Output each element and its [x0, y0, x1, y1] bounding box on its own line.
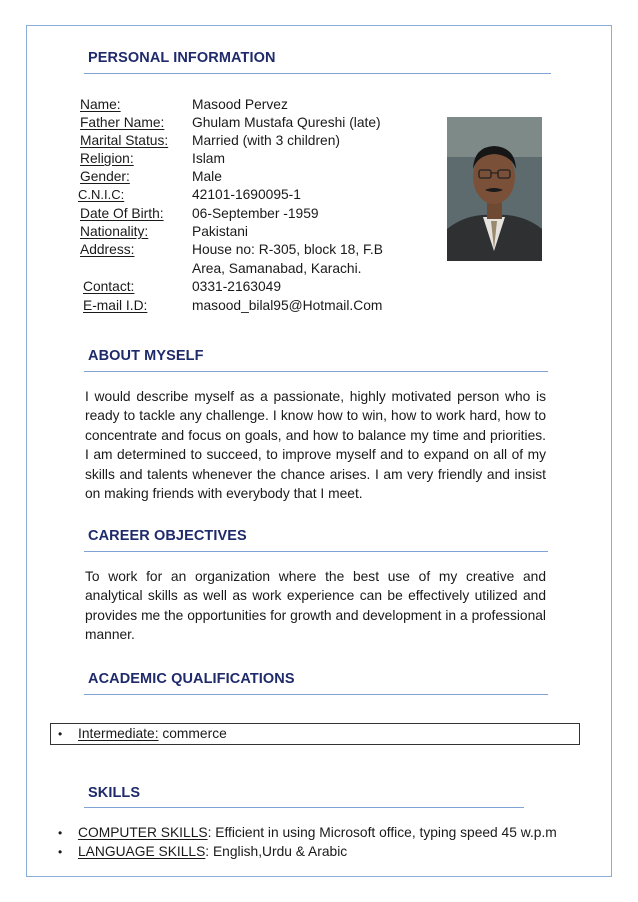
field-value: House no: R-305, block 18, F.B: [192, 242, 383, 257]
field-value: Male: [192, 169, 222, 184]
field-value: Area, Samanabad, Karachi.: [192, 261, 362, 276]
portrait-illustration: [447, 117, 542, 261]
academic-item-text: [78, 725, 227, 743]
field-value: Ghulam Mustafa Qureshi (late): [192, 115, 381, 130]
field-label: Date Of Birth:: [80, 206, 164, 221]
field-value: 42101-1690095-1: [192, 187, 301, 202]
field-label: Contact:: [83, 279, 135, 294]
field-label: Name:: [80, 97, 121, 112]
academic-heading: ACADEMIC QUALIFICATIONS: [88, 671, 295, 687]
skills-item-value: : Efficient in using Microsoft office, typing speed 45 w.p.m: [207, 825, 557, 840]
field-label: Marital Status:: [80, 133, 169, 148]
academic-item-value: commerce: [158, 726, 227, 741]
field-label: E-mail I.D:: [83, 298, 148, 313]
skills-rule: [84, 807, 524, 808]
career-rule: [84, 551, 548, 552]
academic-rule: [84, 694, 548, 695]
bullet-icon: •: [58, 826, 63, 840]
about-heading: ABOUT MYSELF: [88, 348, 204, 364]
field-label: Religion:: [80, 151, 134, 166]
skills-item-label: COMPUTER SKILLS: [78, 825, 208, 840]
field-value: 06-September -1959: [192, 206, 319, 221]
skills-item-label: LANGUAGE SKILLS: [78, 844, 206, 859]
field-label: C.N.I.C:: [78, 187, 125, 202]
field-value: Pakistani: [192, 224, 248, 239]
skills-item-value: : English,Urdu & Arabic: [205, 844, 348, 859]
field-label: Gender:: [80, 169, 130, 184]
field-label: Nationality:: [80, 224, 149, 239]
field-value: 0331-2163049: [192, 279, 281, 294]
personal-info-heading: PERSONAL INFORMATION: [88, 50, 276, 66]
field-label: Address:: [80, 242, 135, 257]
field-value: Masood Pervez: [192, 97, 288, 112]
field-label: Father Name:: [80, 115, 165, 130]
about-paragraph: I would describe myself as a passionate, highly motivated person who is ready to tackle any challenge. I know how to win, how to work hard, how to concentrate and focus on goals, and how to balance my time and priorities. I am determined to succeed, to improve myself and to expand on all of my skills and talents whenever the chance arises. I am very friendly and insist on making friends with everybody that I meet.: [85, 389, 546, 502]
field-value: Married (with 3 children): [192, 133, 340, 148]
skills-item-text: [78, 843, 347, 861]
career-heading: CAREER OBJECTIVES: [88, 528, 247, 544]
skills-item-text: [78, 824, 557, 842]
field-value: Islam: [192, 151, 225, 166]
career-paragraph: To work for an organization where the best use of my creative and analytical skills as well as work experience can be effectively utilized and provides me the opportunities for growth and development in a professional manner.: [85, 569, 546, 643]
skills-heading: SKILLS: [88, 785, 141, 801]
personal-info-rule: [84, 73, 551, 74]
bullet-icon: •: [58, 845, 63, 859]
bullet-icon: •: [58, 727, 63, 741]
academic-item-label: Intermediate:: [78, 726, 159, 741]
about-rule: [84, 371, 548, 372]
field-value: masood_bilal95@Hotmail.Com: [192, 298, 383, 313]
profile-photo: [447, 117, 542, 261]
